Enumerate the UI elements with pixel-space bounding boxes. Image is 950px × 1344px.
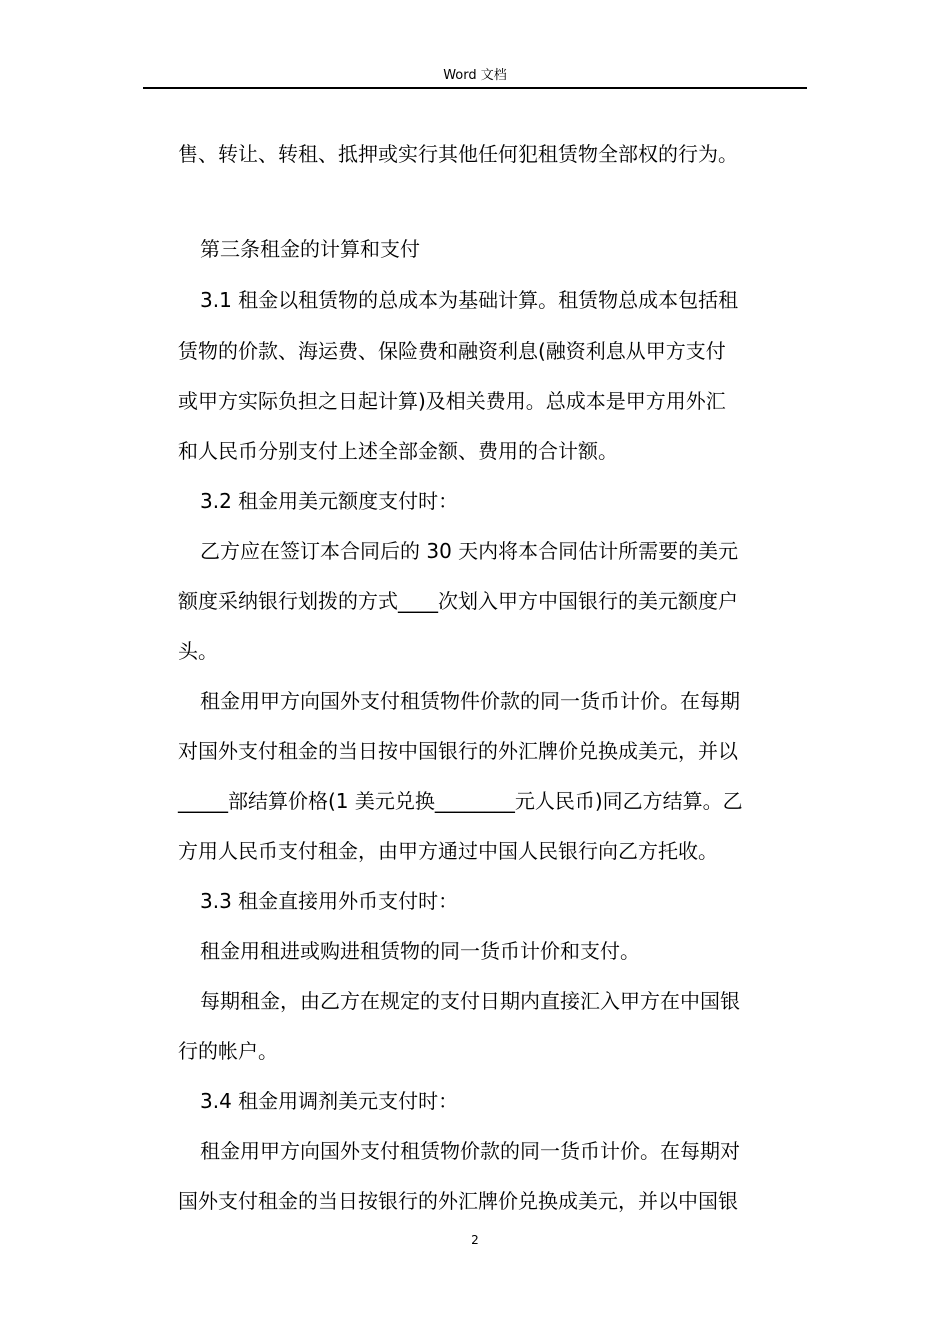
text-line: 赁物的价款、海运费、保险费和融资利息(融资利息从甲方支付 (178, 339, 726, 363)
header-divider (143, 87, 807, 89)
text-line: 乙方应在签订本合同后的 30 天内将本合同估计所需要的美元 (200, 539, 739, 563)
page-header-title: Word 文档 (443, 68, 507, 83)
text-line: 行的帐户。 (178, 1039, 278, 1063)
text-line: 租金用租进或购进租赁物的同一货币计价和支付。 (200, 939, 640, 963)
text-line: _____部结算价格(1 美元兑换________元人民币)同乙方结算。乙 (178, 789, 743, 813)
text-line: 每期租金，由乙方在规定的支付日期内直接汇入甲方在中国银 (200, 989, 740, 1013)
text-line: 方用人民币支付租金，由甲方通过中国人民银行向乙方托收。 (178, 839, 718, 863)
text-line: 和人民币分别支付上述全部金额、费用的合计额。 (178, 439, 618, 463)
text-line: 国外支付租金的当日按银行的外汇牌价兑换成美元，并以中国银 (178, 1189, 738, 1213)
subsection-heading: 3.3 租金直接用外币支付时： (200, 889, 459, 913)
text-line: 对国外支付租金的当日按中国银行的外汇牌价兑换成美元，并以 (178, 739, 738, 763)
text-line: 售、转让、转租、抵押或实行其他任何犯租赁物全部权的行为。 (178, 142, 738, 166)
text-line: 或甲方实际负担之日起计算)及相关费用。总成本是甲方用外汇 (178, 389, 726, 413)
text-line: 头。 (178, 639, 218, 663)
subsection-heading: 3.4 租金用调剂美元支付时： (200, 1089, 459, 1113)
text-line: 租金用甲方向国外支付租赁物价款的同一货币计价。在每期对 (200, 1139, 740, 1163)
subsection-heading: 3.2 租金用美元额度支付时： (200, 489, 459, 513)
text-line: 额度采纳银行划拨的方式____次划入甲方中国银行的美元额度户 (178, 589, 738, 613)
text-line: 3.1 租金以租赁物的总成本为基础计算。租赁物总成本包括租 (200, 288, 739, 312)
text-line: 租金用甲方向国外支付租赁物件价款的同一货币计价。在每期 (200, 689, 740, 713)
section-heading: 第三条租金的计算和支付 (200, 237, 420, 261)
page-number: 2 (471, 1233, 479, 1247)
